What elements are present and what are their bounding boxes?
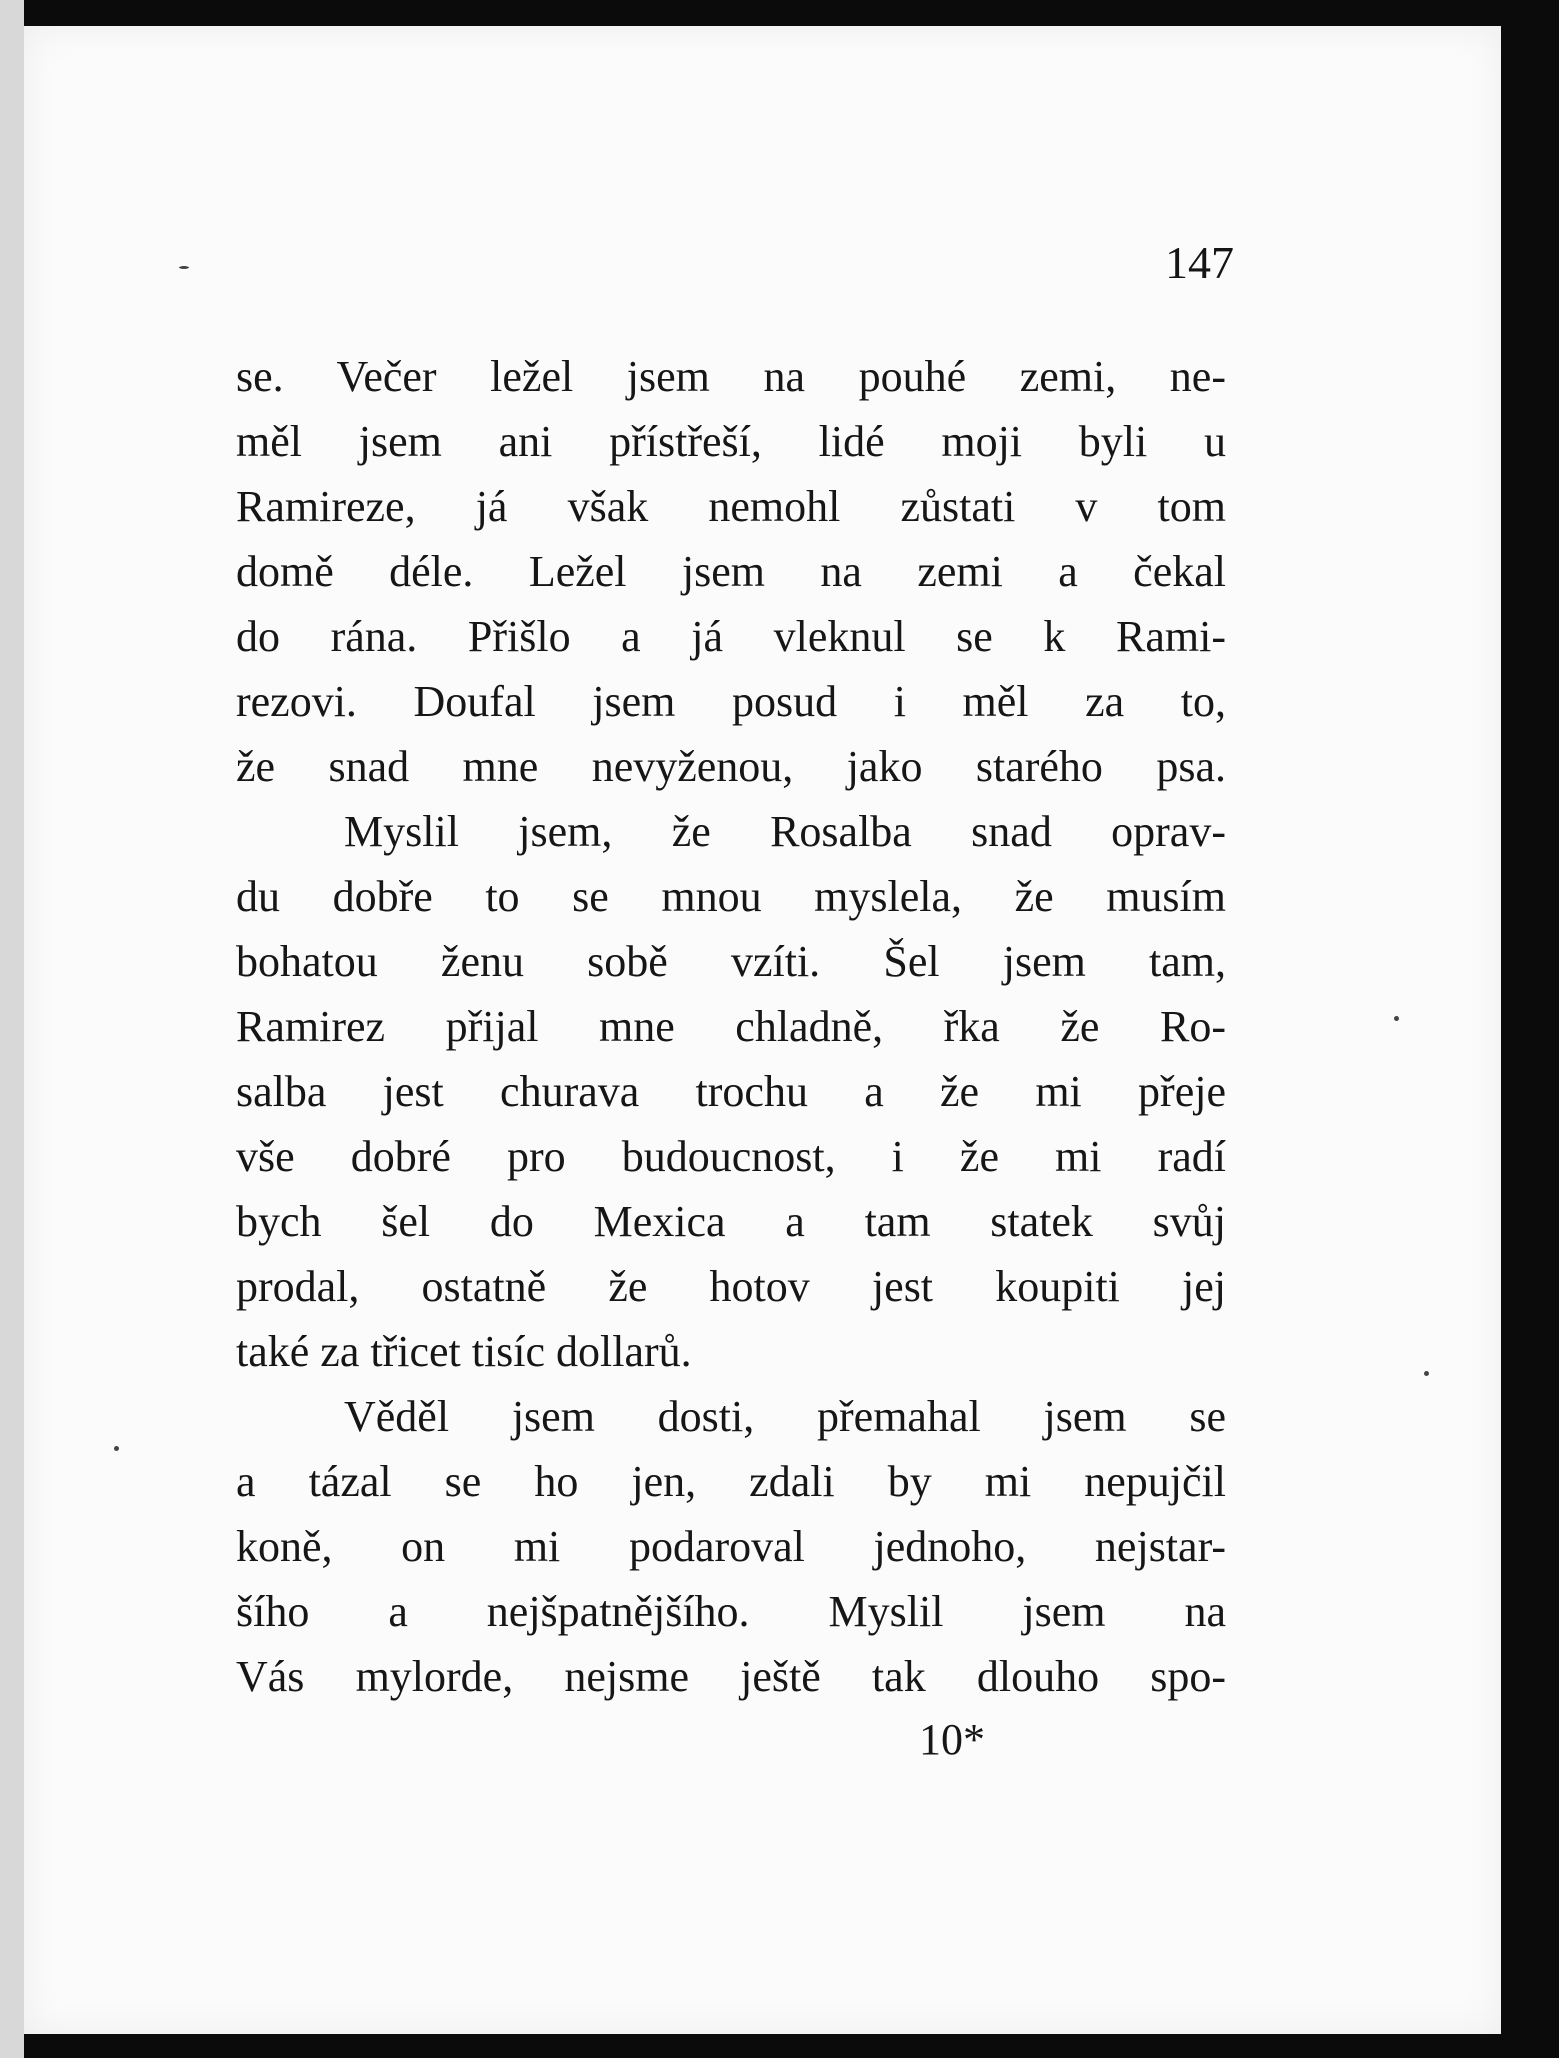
text-line: měl jsem ani přístřeší, lidé moji byli u: [236, 417, 1226, 466]
ink-speck: [179, 266, 189, 269]
text-line: že snad mne nevyženou, jako starého psa.: [236, 742, 1226, 791]
text-line: Věděl jsem dosti, přemahal jsem se: [344, 1392, 1226, 1441]
text-line: domě déle. Ležel jsem na zemi a čekal: [236, 547, 1226, 596]
ink-speck: [114, 1446, 119, 1451]
text-line: a tázal se ho jen, zdali by mi nepujčil: [236, 1457, 1226, 1506]
text-line: do rána. Přišlo a já vleknul se k Rami-: [236, 612, 1226, 661]
text-line: du dobře to se mnou myslela, že musím: [236, 872, 1226, 921]
ink-speck: [1394, 1016, 1399, 1021]
text-line: bohatou ženu sobě vzíti. Šel jsem tam,: [236, 937, 1226, 986]
ink-speck: [1424, 1371, 1429, 1376]
text-line: Myslil jsem, že Rosalba snad oprav-: [344, 807, 1226, 856]
page-edge: [0, 0, 24, 2058]
body-text: [236, 344, 1226, 1709]
text-line: se. Večer ležel jsem na pouhé zemi, ne-: [236, 352, 1226, 401]
text-line: Ramirez přijal mne chladně, řka že Ro-: [236, 1002, 1226, 1051]
text-line: šího a nejšpatnějšího. Myslil jsem na: [236, 1587, 1226, 1636]
text-line: koně, on mi podaroval jednoho, nejstar-: [236, 1522, 1226, 1571]
text-line: Ramireze, já však nemohl zůstati v tom: [236, 482, 1226, 531]
page-number: 147: [1165, 237, 1234, 288]
text-line: salba jest churava trochu a že mi přeje: [236, 1067, 1226, 1116]
text-line: také za třicet tisíc dollarů.: [236, 1327, 692, 1376]
book-page: [24, 26, 1501, 2034]
text-line: bych šel do Mexica a tam statek svůj: [236, 1197, 1226, 1246]
signature-mark: 10*: [919, 1715, 985, 1764]
text-line: vše dobré pro budoucnost, i že mi radí: [236, 1132, 1226, 1181]
text-line: Vás mylorde, nejsme ještě tak dlouho spo-: [236, 1652, 1226, 1701]
text-line: prodal, ostatně že hotov jest koupiti jej: [236, 1262, 1226, 1311]
text-line: rezovi. Doufal jsem posud i měl za to,: [236, 677, 1226, 726]
